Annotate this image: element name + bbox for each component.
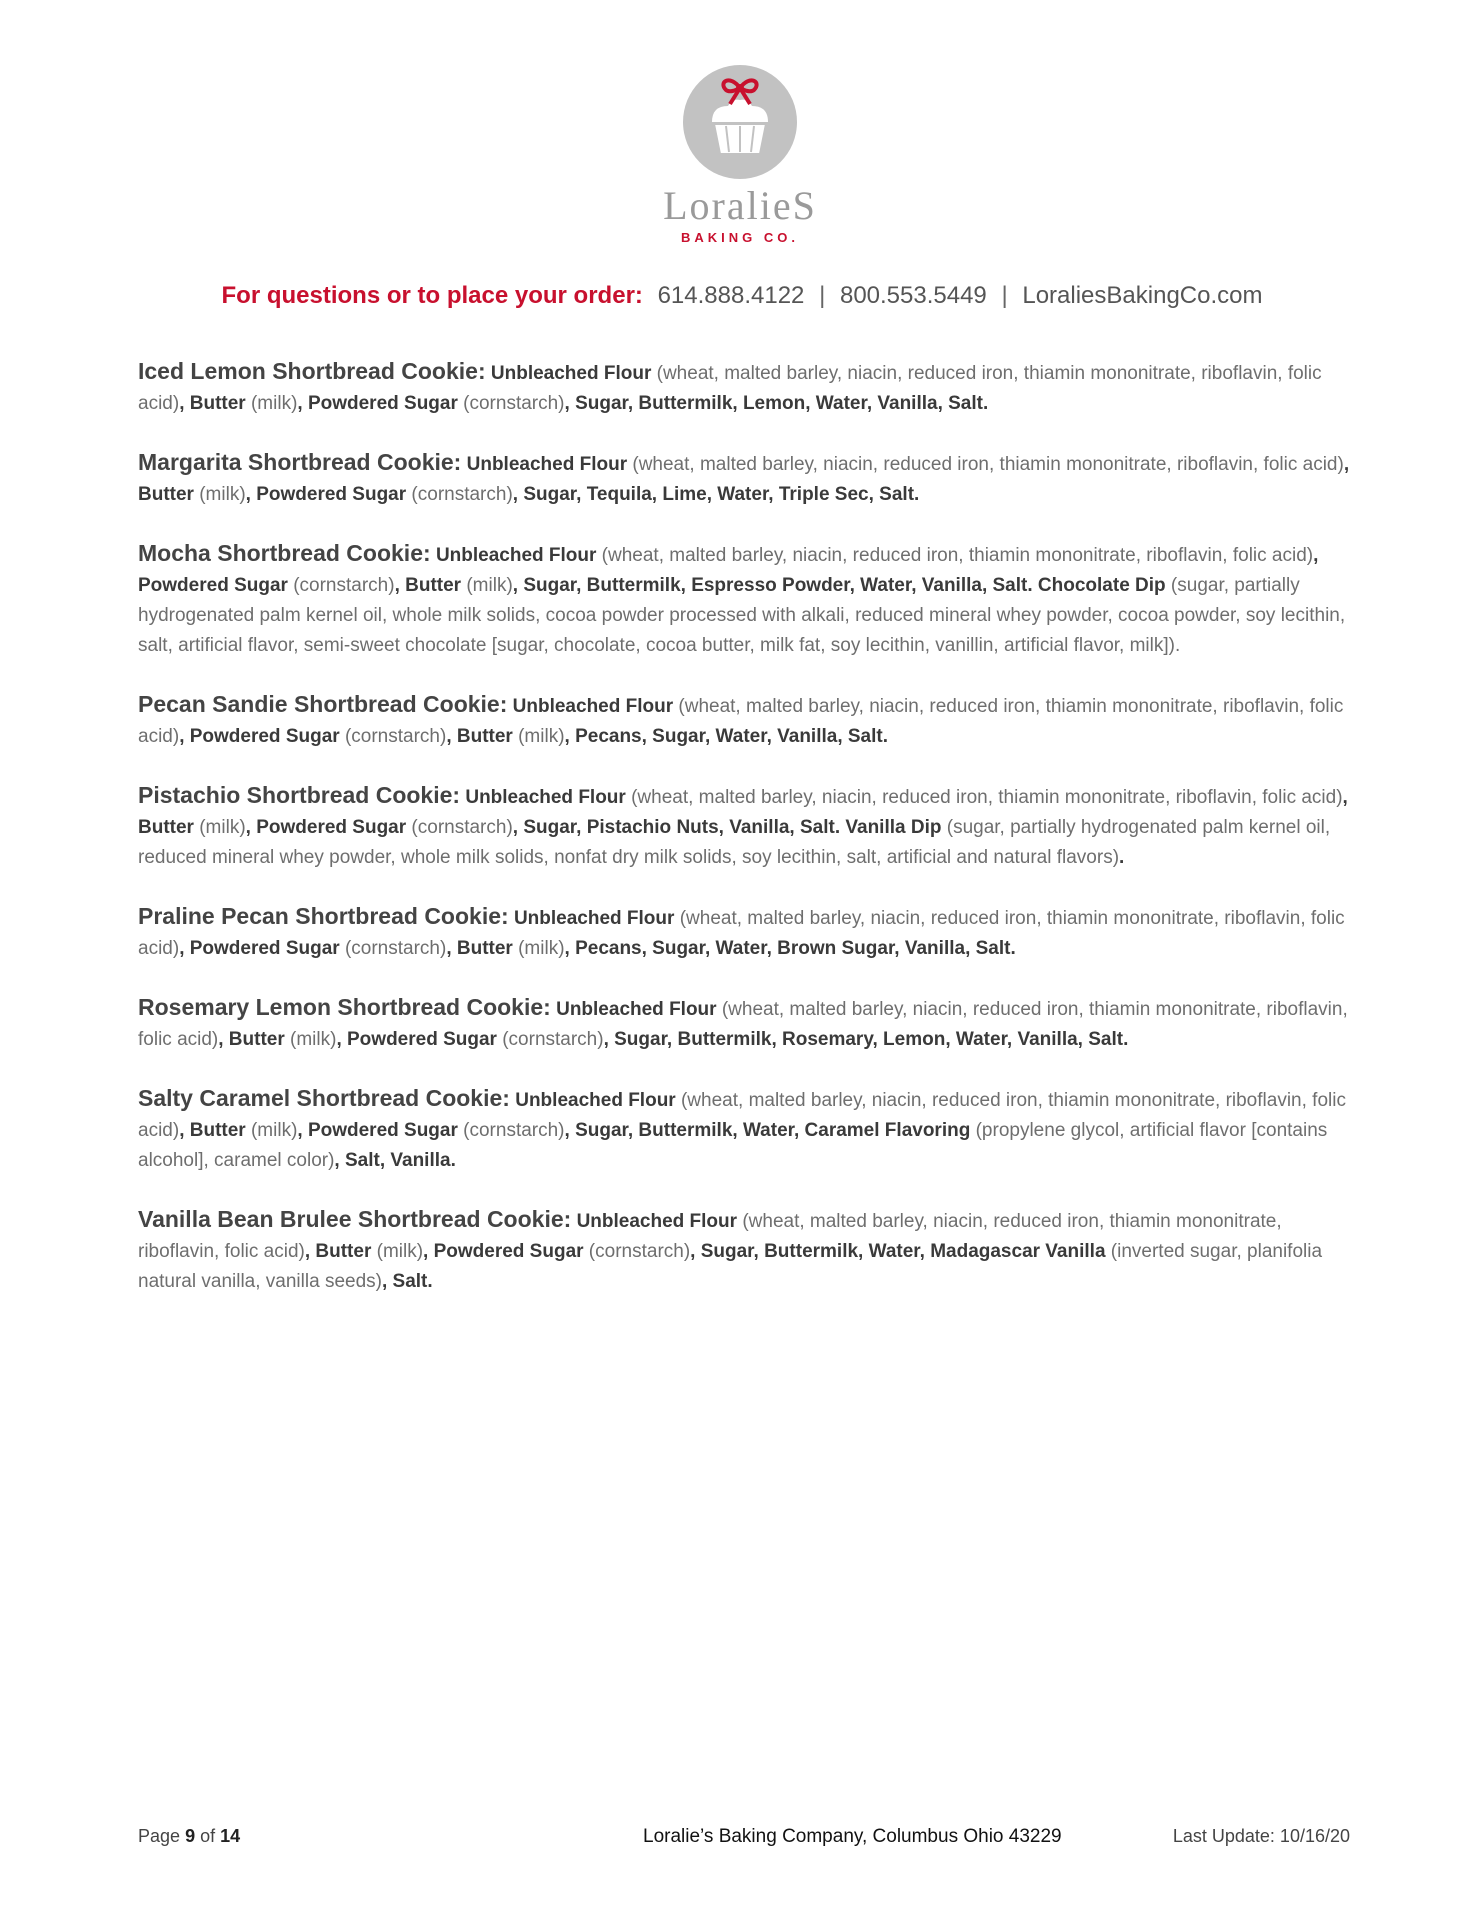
- ingredient-detail: (wheat, malted barley, niacin, reduced iron, thiamin mononitrate, riboflavin, folic acid): [596, 545, 1314, 566]
- ingredient-detail: (cornstarch): [496, 1029, 604, 1050]
- product-name: Pistachio Shortbread Cookie:: [138, 782, 461, 808]
- ingredient-text: , Butter: [394, 575, 462, 596]
- ingredient-text: , Powdered Sugar: [336, 1029, 497, 1050]
- ingredient-detail: (cornstarch): [339, 726, 447, 747]
- ingredient-text: , Butter: [179, 1120, 246, 1141]
- product-name: Rosemary Lemon Shortbread Cookie:: [138, 994, 551, 1020]
- ingredient-detail: (sugar, partially hydrogenated palm kernel oil, reduced mineral whey powder, whole milk solids, nonfat dry milk solids, soy lecithin, salt, artificial and natural flavors): [138, 817, 1331, 868]
- ingredient-detail: (cornstarch): [406, 817, 513, 838]
- ingredient-text: , Powdered Sugar: [245, 817, 407, 838]
- ingredient-detail: (cornstarch): [339, 938, 447, 959]
- product-entry: [138, 689, 1350, 752]
- ingredient-text: , Powdered Sugar: [297, 393, 458, 414]
- product-entry: [138, 538, 1350, 661]
- ingredient-detail: (milk): [193, 484, 246, 505]
- ingredient-text: Unbleached Flour: [466, 454, 628, 475]
- ingredient-text: , Sugar, Pistachio Nuts, Vanilla, Salt. Vanilla Dip: [512, 817, 942, 838]
- ingredient-detail: (cornstarch): [406, 484, 513, 505]
- ingredient-detail: (cornstarch): [457, 1120, 565, 1141]
- ingredient-text: Unbleached Flour: [490, 363, 652, 384]
- product-entry: [138, 356, 1350, 419]
- phone-tollfree: 800.553.5449: [839, 282, 987, 309]
- ingredient-text: Unbleached Flour: [512, 696, 674, 717]
- product-name: Salty Caramel Shortbread Cookie:: [138, 1085, 510, 1111]
- ingredient-detail: (wheat, malted barley, niacin, reduced iron, thiamin mononitrate, riboflavin, folic acid): [138, 1090, 1346, 1141]
- ingredient-detail: (sugar, partially hydrogenated palm kernel oil, whole milk solids, cocoa powder processed with alkali, reduced mineral whey powder, cocoa powder, soy lecithin, salt, artificial flavor, semi-sweet chocolate [sugar, chocolate, cocoa butter, milk fat, soy lecithin, vanillin, artificial flavor, milk]).: [138, 575, 1346, 656]
- product-entry: [138, 447, 1350, 510]
- ingredient-text: , Powdered Sugar: [423, 1241, 584, 1262]
- product-entry: [138, 1204, 1350, 1297]
- product-entry: [138, 992, 1350, 1055]
- ingredient-detail: (wheat, malted barley, niacin, reduced iron, thiamin mononitrate, riboflavin, folic acid): [138, 908, 1345, 959]
- ingredient-detail: (milk): [371, 1241, 424, 1262]
- page-of: of: [200, 1826, 216, 1846]
- separator: |: [819, 282, 826, 309]
- ingredient-detail: (cornstarch): [457, 393, 565, 414]
- ingredient-text: Unbleached Flour: [513, 908, 675, 929]
- website-link[interactable]: LoraliesBakingCo.com: [1022, 282, 1263, 309]
- ingredient-text: Unbleached Flour: [576, 1211, 738, 1232]
- ingredient-detail: (milk): [512, 726, 565, 747]
- contact-label: For questions or to place your order:: [221, 282, 643, 309]
- ingredient-detail: (milk): [245, 393, 298, 414]
- ingredient-text: , Butter: [218, 1029, 285, 1050]
- ingredient-text: , Butter: [179, 393, 246, 414]
- logo-wordmark: LoralieS: [663, 183, 817, 228]
- logo-subtitle: BAKING CO.: [681, 230, 799, 245]
- page-prefix: Page: [138, 1826, 181, 1846]
- ingredient-detail: (wheat, malted barley, niacin, reduced iron, thiamin mononitrate, riboflavin, folic acid): [138, 1211, 1282, 1262]
- page-footer: [138, 1826, 1350, 1856]
- product-name: Pecan Sandie Shortbread Cookie:: [138, 691, 508, 717]
- ingredient-text: , Powdered Sugar: [179, 938, 340, 959]
- ingredient-text: , Pecans, Sugar, Water, Brown Sugar, Vanilla, Salt.: [564, 938, 1016, 959]
- ingredient-detail: (cornstarch): [583, 1241, 691, 1262]
- footer-company: Loralie’s Baking Company, Columbus Ohio 43229: [643, 1826, 1062, 1847]
- ingredient-text: , Pecans, Sugar, Water, Vanilla, Salt.: [564, 726, 889, 747]
- phone-local: 614.888.4122: [657, 282, 805, 309]
- contact-line: [0, 282, 1484, 311]
- ingredient-detail: (wheat, malted barley, niacin, reduced iron, thiamin mononitrate, riboflavin, folic acid): [138, 999, 1348, 1050]
- last-update: Last Update: 10/16/20: [1172, 1826, 1350, 1846]
- ingredient-text: Unbleached Flour: [465, 787, 626, 808]
- ingredient-detail: (milk): [512, 938, 565, 959]
- ingredient-text: , Powdered Sugar: [245, 484, 407, 505]
- ingredient-text: Unbleached Flour: [556, 999, 717, 1020]
- product-entry: [138, 780, 1350, 873]
- ingredient-detail: (cornstarch): [287, 575, 395, 596]
- ingredient-detail: (wheat, malted barley, niacin, reduced iron, thiamin mononitrate, riboflavin, folic acid): [138, 696, 1344, 747]
- ingredient-text: , Sugar, Buttermilk, Lemon, Water, Vanilla, Salt.: [564, 393, 989, 414]
- separator: |: [1001, 282, 1008, 309]
- company-logo: [640, 62, 840, 245]
- ingredient-text: , Butter: [304, 1241, 372, 1262]
- ingredient-text: , Powdered Sugar: [138, 545, 1319, 596]
- ingredient-text: , Butter: [138, 454, 1350, 505]
- ingredient-text: Unbleached Flour: [515, 1090, 676, 1111]
- product-list: [138, 356, 1350, 1325]
- page-total: 14: [220, 1826, 241, 1846]
- ingredient-detail: (wheat, malted barley, niacin, reduced iron, thiamin mononitrate, riboflavin, folic acid): [627, 454, 1344, 475]
- product-name: Iced Lemon Shortbread Cookie:: [138, 358, 486, 384]
- ingredient-detail: (propylene glycol, artificial flavor [contains alcohol], caramel color): [138, 1120, 1328, 1171]
- product-entry: [138, 1083, 1350, 1176]
- page-number: [138, 1826, 240, 1847]
- ingredient-text: , Sugar, Buttermilk, Water, Madagascar Vanilla: [690, 1241, 1106, 1262]
- product-name: Mocha Shortbread Cookie:: [138, 540, 431, 566]
- ingredient-detail: (wheat, malted barley, niacin, reduced iron, thiamin mononitrate, riboflavin, folic acid): [138, 363, 1322, 414]
- ingredient-text: , Powdered Sugar: [297, 1120, 458, 1141]
- product-name: Praline Pecan Shortbread Cookie:: [138, 903, 509, 929]
- ingredient-detail: (inverted sugar, planifolia natural vanilla, vanilla seeds): [138, 1241, 1323, 1292]
- ingredient-text: .: [1119, 847, 1125, 868]
- ingredient-text: , Butter: [446, 726, 513, 747]
- ingredient-text: , Powdered Sugar: [179, 726, 340, 747]
- ingredient-text: , Sugar, Buttermilk, Rosemary, Lemon, Water, Vanilla, Salt.: [603, 1029, 1129, 1050]
- ingredient-text: , Sugar, Buttermilk, Water, Caramel Flavoring: [564, 1120, 971, 1141]
- product-entry: [138, 901, 1350, 964]
- ingredient-text: , Butter: [446, 938, 513, 959]
- ingredient-text: Unbleached Flour: [435, 545, 597, 566]
- ingredient-detail: (milk): [245, 1120, 298, 1141]
- ingredient-text: , Sugar, Buttermilk, Espresso Powder, Water, Vanilla, Salt. Chocolate Dip: [512, 575, 1166, 596]
- ingredient-text: , Salt.: [381, 1271, 433, 1292]
- page-current: 9: [185, 1826, 196, 1846]
- product-name: Margarita Shortbread Cookie:: [138, 449, 462, 475]
- ingredient-detail: (milk): [461, 575, 513, 596]
- ingredient-text: , Salt, Vanilla.: [334, 1150, 456, 1171]
- product-name: Vanilla Bean Brulee Shortbread Cookie:: [138, 1206, 572, 1232]
- ingredient-text: , Sugar, Tequila, Lime, Water, Triple Sec, Salt.: [512, 484, 920, 505]
- ingredient-detail: (wheat, malted barley, niacin, reduced iron, thiamin mononitrate, riboflavin, folic acid): [625, 787, 1343, 808]
- ingredient-detail: (milk): [193, 817, 246, 838]
- ingredient-text: , Butter: [138, 787, 1348, 838]
- cupcake-bow-icon: [680, 62, 800, 182]
- ingredient-detail: (milk): [284, 1029, 337, 1050]
